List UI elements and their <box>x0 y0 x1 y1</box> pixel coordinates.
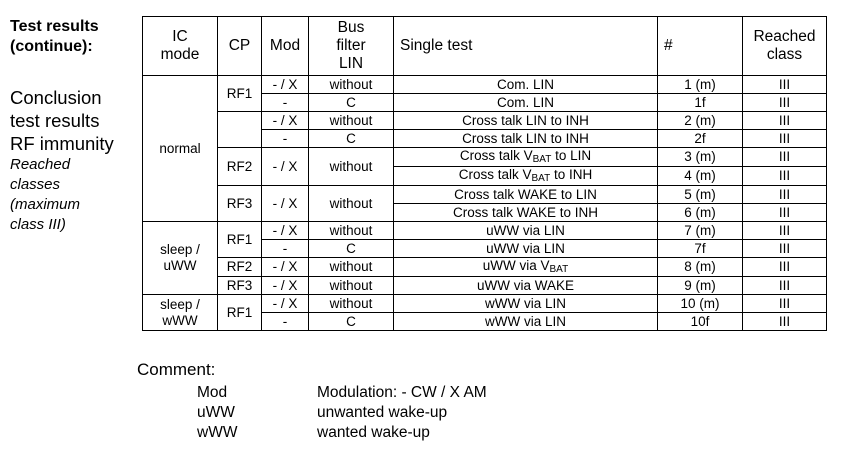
table-header-row <box>143 17 827 76</box>
number-cell: 7f <box>658 240 743 258</box>
mod-cell: - / X <box>262 186 309 222</box>
mod-cell: - / X <box>262 148 309 186</box>
conclusion-line1: Conclusion <box>10 87 102 108</box>
cp-cell: RF3 <box>218 277 262 295</box>
single-test-cell: uWW via $V_{BAT}$ <box>394 258 658 277</box>
note-line2: classes <box>10 176 61 193</box>
reached-class-cell: III <box>743 222 827 240</box>
conclusion-heading <box>10 86 114 155</box>
reached-class-cell: III <box>743 258 827 277</box>
cp-cell: RF1 <box>218 295 262 331</box>
reached-class-cell: III <box>743 186 827 204</box>
comment-section <box>137 360 487 441</box>
mod-cell: - / X <box>262 277 309 295</box>
single-test-cell: Cross talk $V_{BAT}$ to INH <box>394 167 658 186</box>
header-cp: CP <box>218 17 262 76</box>
single-test-cell: Cross talk LIN to INH <box>394 112 658 130</box>
table-row <box>143 222 827 240</box>
section-title-line2: (continue): <box>10 38 93 55</box>
mod-cell: - <box>262 94 309 112</box>
note-line4: class III) <box>10 216 66 233</box>
cp-cell: RF2 <box>218 148 262 186</box>
mod-cell: - / X <box>262 76 309 94</box>
bus-filter-cell: without <box>309 186 394 222</box>
table-row <box>143 112 827 130</box>
number-cell: 1 (m) <box>658 76 743 94</box>
header-mod: Mod <box>262 17 309 76</box>
conclusion-line3: RF immunity <box>10 133 114 154</box>
bus-filter-cell: C <box>309 240 394 258</box>
bus-filter-cell: without <box>309 76 394 94</box>
number-cell: 3 (m) <box>658 148 743 167</box>
comment-key: wWW <box>197 424 238 441</box>
number-cell: 2f <box>658 130 743 148</box>
reached-class-cell: III <box>743 295 827 313</box>
rf-immunity-results-table <box>142 16 827 331</box>
table-row <box>143 277 827 295</box>
single-test-cell: wWW via LIN <box>394 295 658 313</box>
bus-filter-cell: without <box>309 258 394 277</box>
note-line1: Reached <box>10 156 71 173</box>
cp-cell: RF1 <box>218 76 262 112</box>
reached-class-cell: III <box>743 277 827 295</box>
single-test-cell: uWW via WAKE <box>394 277 658 295</box>
number-cell: 10f <box>658 313 743 331</box>
table-row <box>143 76 827 94</box>
mod-cell: - <box>262 130 309 148</box>
ic-mode-sleep-www: sleep / wWW <box>143 295 218 331</box>
reached-class-cell: III <box>743 313 827 331</box>
reached-classes-note <box>10 155 80 235</box>
reached-class-cell: III <box>743 76 827 94</box>
comment-value: wanted wake-up <box>317 424 430 441</box>
cp-cell: RF1 <box>218 222 262 258</box>
header-ic-mode: IC mode <box>143 17 218 76</box>
cp-cell <box>218 112 262 148</box>
number-cell: 10 (m) <box>658 295 743 313</box>
number-cell: 9 (m) <box>658 277 743 295</box>
note-line3: (maximum <box>10 196 80 213</box>
bus-filter-cell: C <box>309 130 394 148</box>
number-cell: 6 (m) <box>658 204 743 222</box>
number-cell: 4 (m) <box>658 167 743 186</box>
mod-cell: - <box>262 313 309 331</box>
conclusion-line2: test results <box>10 110 100 131</box>
mod-cell: - <box>262 240 309 258</box>
table-row <box>143 186 827 204</box>
single-test-cell: Cross talk LIN to INH <box>394 130 658 148</box>
mod-cell: - / X <box>262 258 309 277</box>
section-title <box>10 17 99 57</box>
single-test-cell: Cross talk $V_{BAT}$ to LIN <box>394 148 658 167</box>
mod-cell: - / X <box>262 112 309 130</box>
bus-filter-cell: without <box>309 295 394 313</box>
number-cell: 8 (m) <box>658 258 743 277</box>
comment-value: Modulation: - CW / X AM <box>317 384 487 401</box>
number-cell: 7 (m) <box>658 222 743 240</box>
comment-title: Comment: <box>137 360 216 379</box>
comment-key: uWW <box>197 404 235 421</box>
single-test-cell: uWW via LIN <box>394 240 658 258</box>
ic-mode-sleep-uww: sleep / uWW <box>143 222 218 295</box>
bus-filter-cell: without <box>309 148 394 186</box>
reached-class-cell: III <box>743 148 827 167</box>
comment-key: Mod <box>197 384 228 401</box>
single-test-cell: Cross talk WAKE to INH <box>394 204 658 222</box>
table-row <box>143 258 827 277</box>
number-cell: 2 (m) <box>658 112 743 130</box>
header-number: # <box>658 17 743 76</box>
reached-class-cell: III <box>743 130 827 148</box>
cp-cell: RF3 <box>218 186 262 222</box>
single-test-cell: Com. LIN <box>394 76 658 94</box>
mod-cell: - / X <box>262 295 309 313</box>
table-row <box>143 295 827 313</box>
single-test-cell: Com. LIN <box>394 94 658 112</box>
reached-class-cell: III <box>743 204 827 222</box>
header-reached-class: Reached class <box>743 17 827 76</box>
single-test-cell: uWW via LIN <box>394 222 658 240</box>
reached-class-cell: III <box>743 167 827 186</box>
reached-class-cell: III <box>743 112 827 130</box>
reached-class-cell: III <box>743 240 827 258</box>
header-single-test: Single test <box>394 17 658 76</box>
cp-cell: RF2 <box>218 258 262 277</box>
bus-filter-cell: C <box>309 313 394 331</box>
number-cell: 5 (m) <box>658 186 743 204</box>
ic-mode-normal: normal <box>143 76 218 222</box>
bus-filter-cell: without <box>309 112 394 130</box>
section-title-line1: Test results <box>10 18 99 35</box>
mod-cell: - / X <box>262 222 309 240</box>
bus-filter-cell: without <box>309 222 394 240</box>
reached-class-cell: III <box>743 94 827 112</box>
single-test-cell: wWW via LIN <box>394 313 658 331</box>
single-test-cell: Cross talk WAKE to LIN <box>394 186 658 204</box>
bus-filter-cell: without <box>309 277 394 295</box>
header-bus-filter: Bus filter LIN <box>309 17 394 76</box>
number-cell: 1f <box>658 94 743 112</box>
comment-value: unwanted wake-up <box>317 404 448 421</box>
table-row <box>143 148 827 167</box>
bus-filter-cell: C <box>309 94 394 112</box>
